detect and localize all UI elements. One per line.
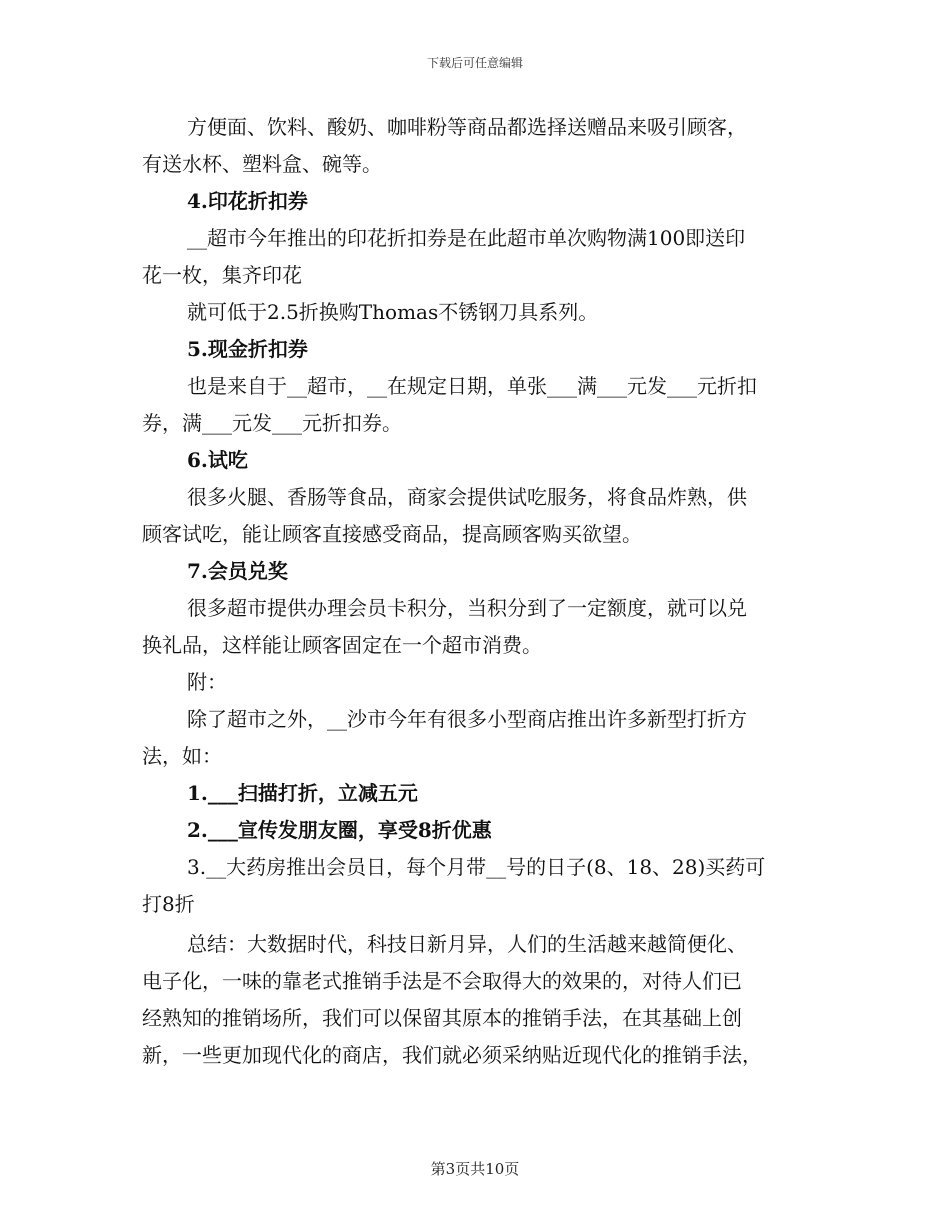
body-line: 新，一些更加现代化的商店，我们就必须采纳贴近现代化的推销手法， xyxy=(142,1043,762,1067)
body-line: 有送水杯、塑料盒、碗等。 xyxy=(142,152,382,176)
summary-line: 总结：大数据时代，科技日新月异，人们的生活越来越简便化、 xyxy=(187,932,747,956)
section-heading: 4.印花折扣券 xyxy=(187,189,308,213)
body-line: 法，如： xyxy=(142,744,222,768)
body-line: 很多火腿、香肠等食品，商家会提供试吃服务，将食品炸熟，供 xyxy=(187,485,747,509)
body-line: 就可低于2.5折换购Thomas不锈钢刀具系列。 xyxy=(187,300,599,324)
list-item: 1.___扫描打折，立减五元 xyxy=(187,781,418,805)
body-line: 花一枚，集齐印花 xyxy=(142,263,302,287)
body-line: 电子化，一味的靠老式推销手法是不会取得大的效果的，对待人们已 xyxy=(142,969,742,993)
page-footer: 第3页共10页 xyxy=(430,1160,520,1178)
body-line: 券，满___元发___元折扣券。 xyxy=(142,411,402,435)
list-item: 3.__大药房推出会员日，每个月带__号的日子(8、18、28)买药可 xyxy=(187,855,766,879)
body-line: __超市今年推出的印花折扣券是在此超市单次购物满100即送印 xyxy=(187,226,746,250)
section-heading: 7.会员兑奖 xyxy=(187,559,288,583)
body-line: 方便面、饮料、酸奶、咖啡粉等商品都选择送赠品来吸引顾客， xyxy=(187,115,747,139)
body-line: 顾客试吃，能让顾客直接感受商品，提高顾客购买欲望。 xyxy=(142,522,642,546)
section-heading: 5.现金折扣券 xyxy=(187,337,308,361)
appendix-label: 附： xyxy=(187,670,227,694)
body-line: 换礼品，这样能让顾客固定在一个超市消费。 xyxy=(142,633,542,657)
section-heading: 6.试吃 xyxy=(187,448,248,472)
list-item: 2.___宣传发朋友圈，享受8折优惠 xyxy=(187,818,492,842)
body-line: 打8折 xyxy=(142,892,195,916)
page-header: 下载后可任意编辑 xyxy=(426,56,523,70)
body-line: 也是来自于__超市，__在规定日期，单张___满___元发___元折扣 xyxy=(187,374,757,398)
body-line: 除了超市之外，__沙市今年有很多小型商店推出许多新型打折方 xyxy=(187,707,747,731)
body-line: 经熟知的推销场所，我们可以保留其原本的推销手法，在其基础上创 xyxy=(142,1006,742,1030)
body-line: 很多超市提供办理会员卡积分，当积分到了一定额度，就可以兑 xyxy=(187,596,747,620)
document-body xyxy=(142,109,808,1074)
